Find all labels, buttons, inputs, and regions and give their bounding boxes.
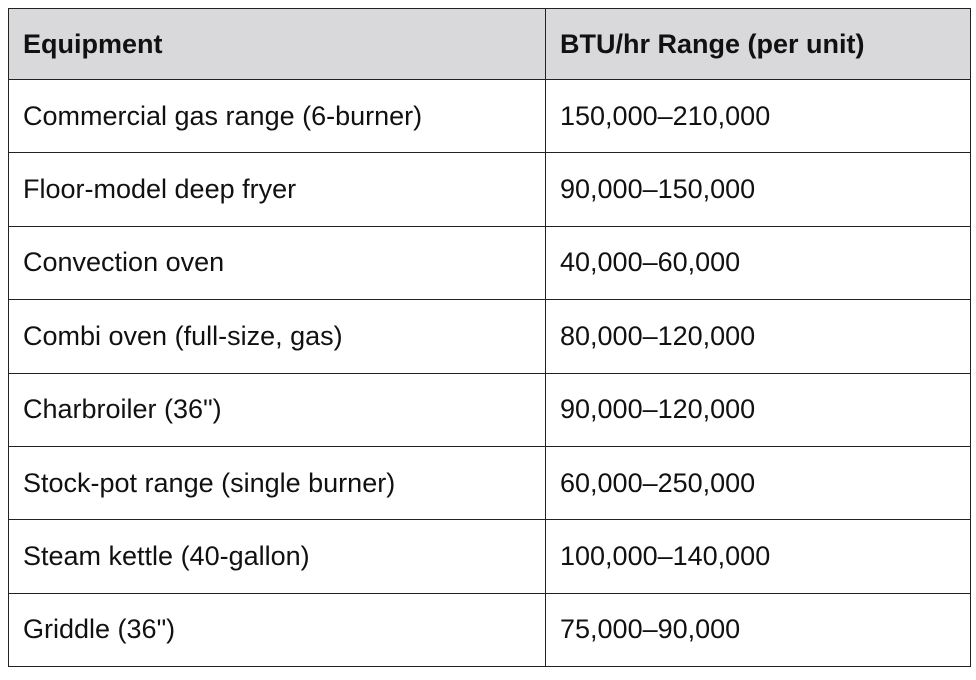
- btu-range-cell: 75,000–90,000: [546, 593, 971, 666]
- btu-range-cell: 60,000–250,000: [546, 446, 971, 519]
- equipment-cell: Charbroiler (36"): [9, 373, 546, 446]
- btu-table: [8, 8, 971, 667]
- btu-table-container: [8, 8, 970, 678]
- table-row: [9, 373, 971, 446]
- table-header: [9, 9, 971, 80]
- header-row: [9, 9, 971, 80]
- btu-range-cell: 80,000–120,000: [546, 300, 971, 373]
- table-row: [9, 226, 971, 299]
- equipment-cell: Steam kettle (40-gallon): [9, 520, 546, 593]
- equipment-cell: Commercial gas range (6-burner): [9, 80, 546, 153]
- btu-range-cell: 90,000–150,000: [546, 153, 971, 226]
- table-row: [9, 80, 971, 153]
- table-row: [9, 446, 971, 519]
- btu-range-cell: 100,000–140,000: [546, 520, 971, 593]
- equipment-cell: Griddle (36"): [9, 593, 546, 666]
- table-row: [9, 520, 971, 593]
- btu-range-cell: 150,000–210,000: [546, 80, 971, 153]
- btu-range-cell: 40,000–60,000: [546, 226, 971, 299]
- table-row: [9, 300, 971, 373]
- btu-range-cell: 90,000–120,000: [546, 373, 971, 446]
- table-body: [9, 80, 971, 667]
- table-row: [9, 593, 971, 666]
- table-row: [9, 153, 971, 226]
- header-equipment: Equipment: [9, 9, 546, 80]
- equipment-cell: Floor-model deep fryer: [9, 153, 546, 226]
- header-btu-range: BTU/hr Range (per unit): [546, 9, 971, 80]
- equipment-cell: Convection oven: [9, 226, 546, 299]
- equipment-cell: Combi oven (full-size, gas): [9, 300, 546, 373]
- equipment-cell: Stock-pot range (single burner): [9, 446, 546, 519]
